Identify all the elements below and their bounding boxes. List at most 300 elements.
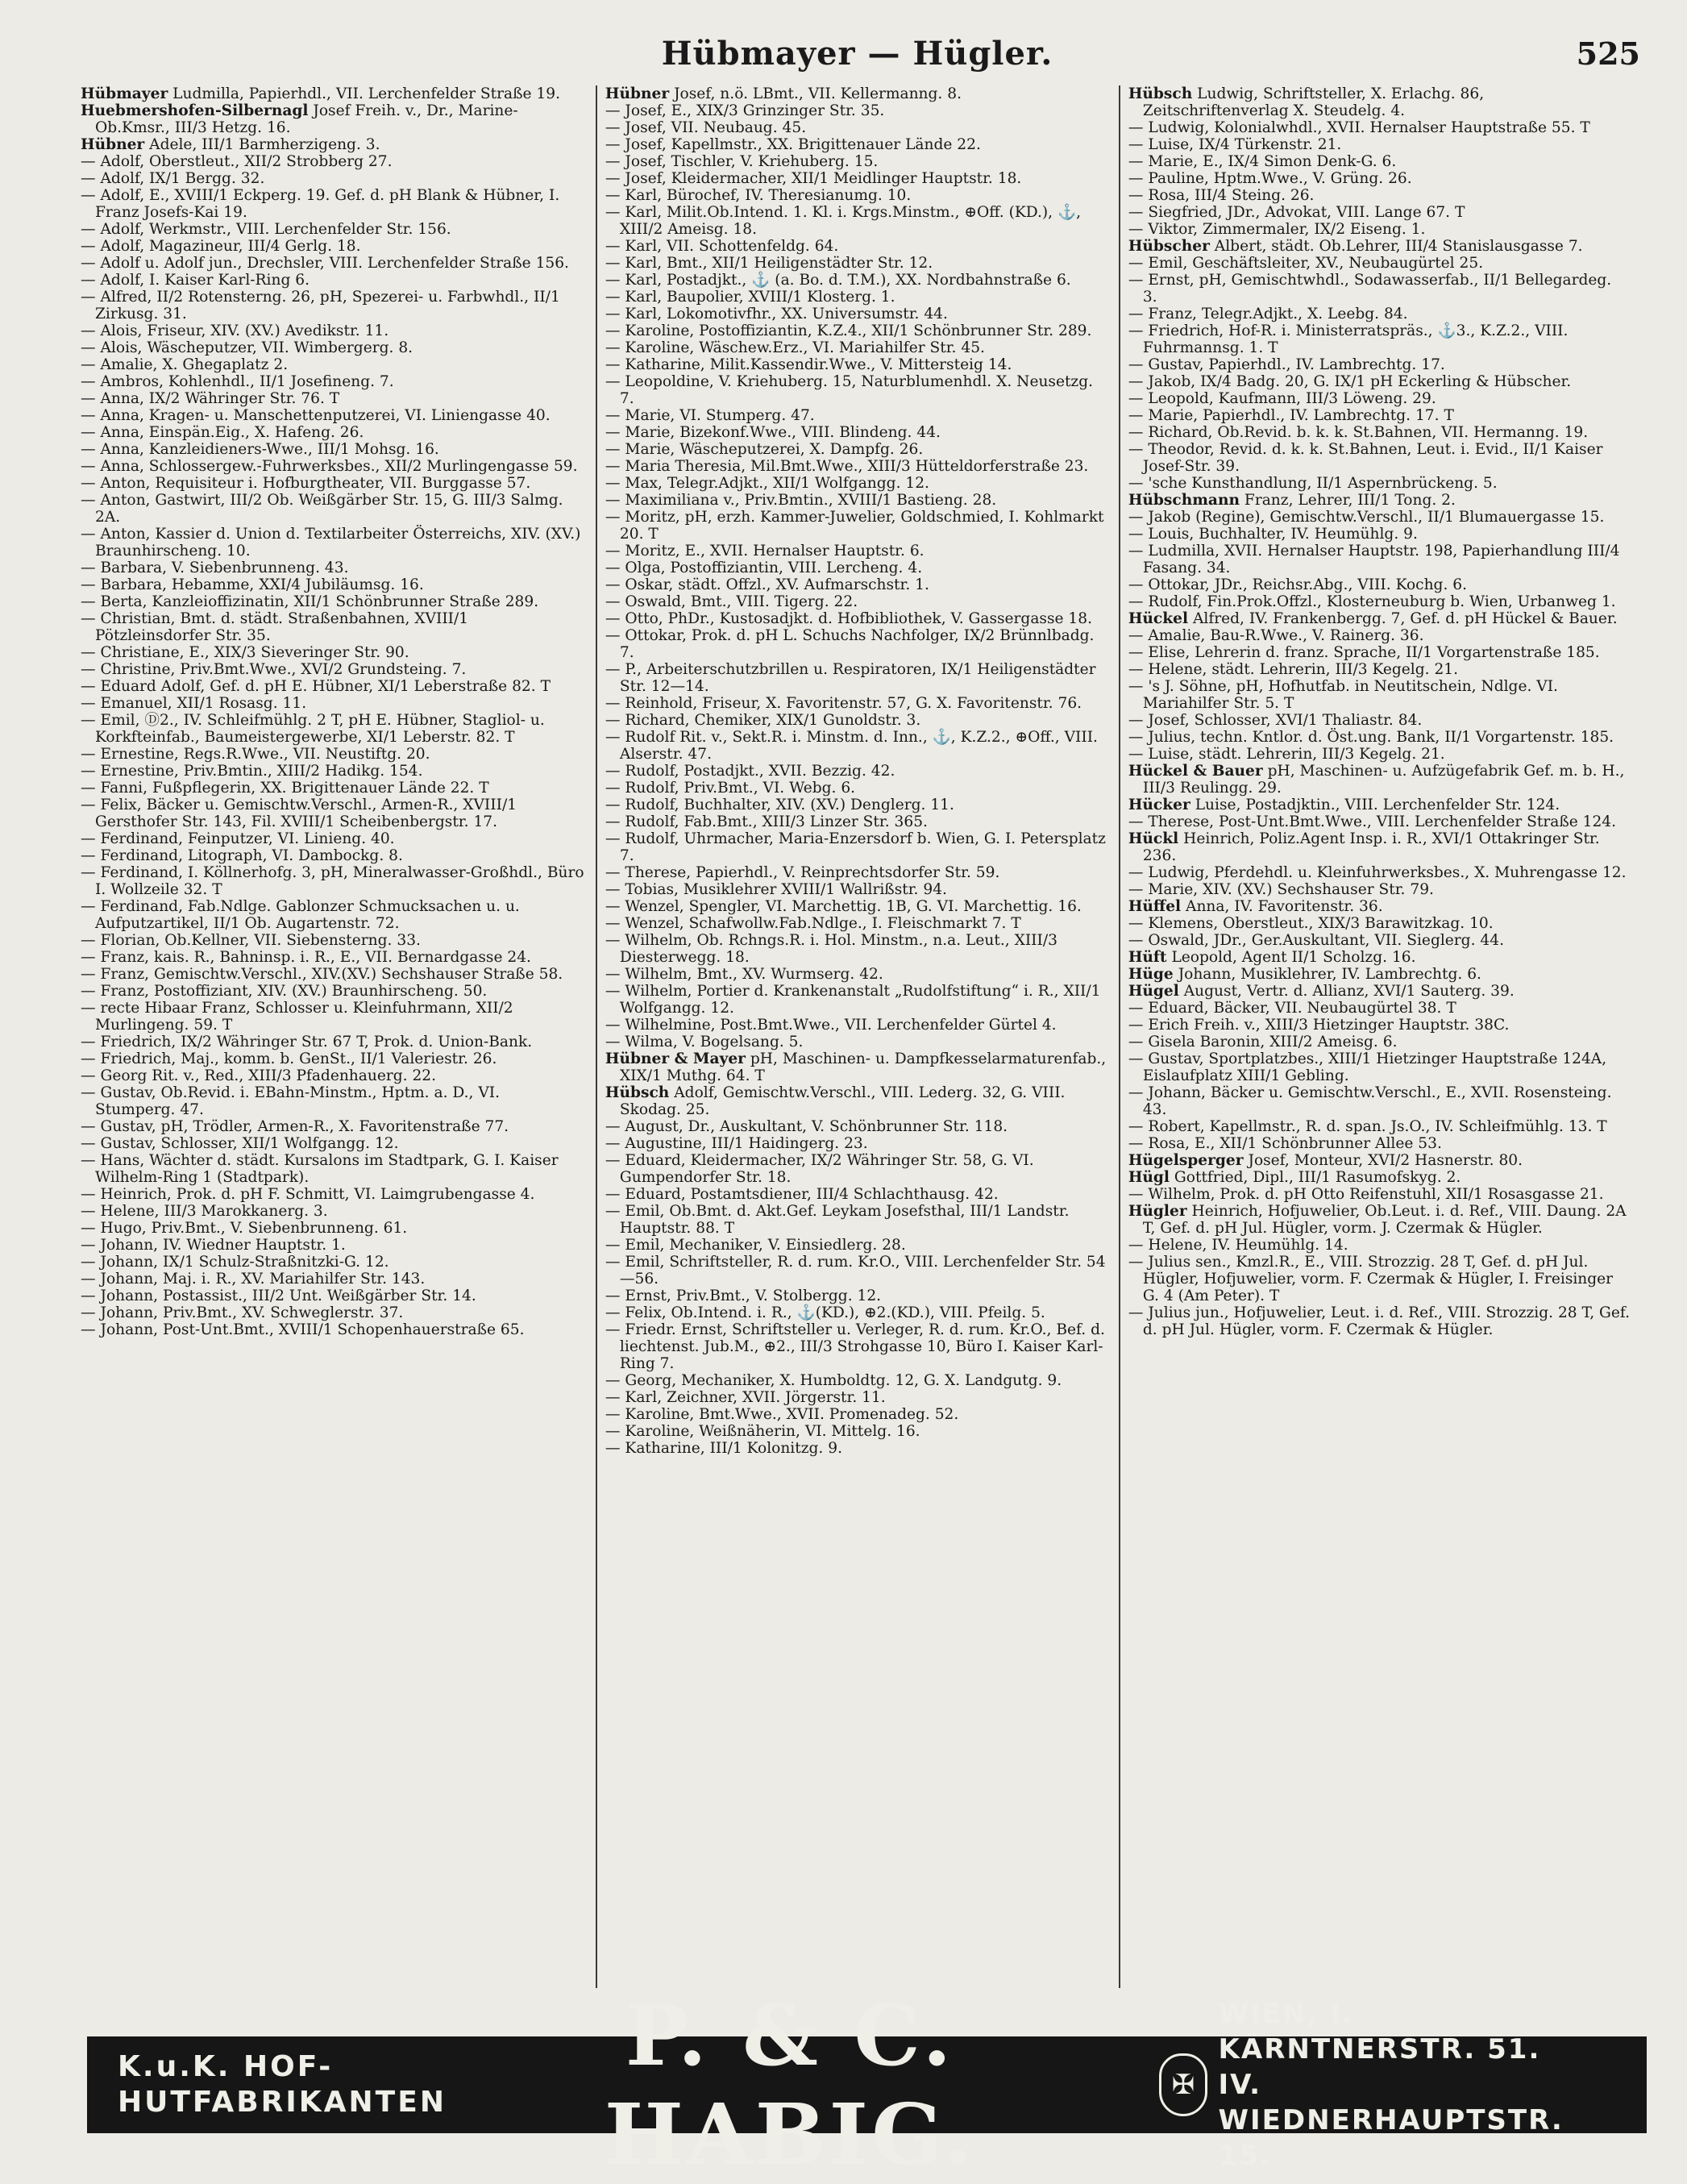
entry-text: — Rosa, E., XII/1 Schönbrunner Allee 53. — [1128, 1135, 1442, 1152]
directory-entry — [1128, 610, 1631, 627]
directory-entry — [1128, 712, 1631, 729]
directory-entry — [1128, 136, 1631, 153]
directory-entry — [81, 170, 584, 187]
directory-entry — [81, 593, 584, 610]
directory-entry — [1128, 373, 1631, 390]
ad-brand: P. & C. HABIG. — [604, 1986, 976, 2184]
directory-entry — [81, 1254, 584, 1271]
directory-entry — [1128, 204, 1631, 221]
entry-text: — Gustav, Papierhdl., IV. Lambrechtg. 17. — [1128, 356, 1445, 373]
directory-entry — [81, 1034, 584, 1050]
entry-text: — Josef, VII. Neubaug. 45. — [605, 119, 807, 136]
entry-text: — Gustav, pH, Trödler, Armen-R., X. Favoritenstraße 77. — [81, 1118, 509, 1135]
entry-text: — Rudolf Rit. v., Sekt.R. i. Minstm. d. Inn., ⚓, K.Z.2., ⊕Off., VIII. Alserstr. 47. — [605, 729, 1098, 763]
directory-entry — [605, 966, 1107, 983]
entry-text: Gottfried, Dipl., III/1 Rasumofskyg. 2. — [1174, 1169, 1461, 1186]
directory-entry — [1128, 729, 1631, 746]
directory-entry — [605, 339, 1107, 356]
entry-text: — Rudolf, Postadjkt., XVII. Bezzig. 42. — [605, 763, 895, 780]
entry-text: — Georg Rit. v., Red., XIII/3 Pfadenhauerg. 22. — [81, 1067, 437, 1084]
entry-text: — Julius jun., Hofjuwelier, Leut. i. d. Ref., VIII. Strozzig. 28 T, Gef. d. pH Jul. Hügler, vorm. F. Czermak & Hügler. — [1128, 1304, 1631, 1338]
entry-text: — Gustav, Sportplatzbes., XIII/1 Hietzinger Hauptstraße 124A, Eislaufplatz XIII/1 Gebling. — [1128, 1050, 1607, 1084]
directory-entry — [605, 560, 1107, 576]
entry-text: — Fanni, Fußpflegerin, XX. Brigittenauer Lände 22. T — [81, 780, 489, 797]
entry-text: — Marie, Papierhdl., IV. Lambrechtg. 17. T — [1128, 407, 1454, 424]
entry-surname: Hübner — [81, 136, 145, 153]
entry-text: pH, Maschinen- u. Dampfkesselarmaturenfab., XIX/1 Muthg. 64. T — [619, 1050, 1107, 1084]
directory-entry — [1128, 1118, 1631, 1135]
entry-text: Ludmilla, Papierhdl., VII. Lerchenfelder Straße 19. — [172, 85, 561, 102]
directory-entry — [605, 204, 1107, 238]
directory-entry — [605, 1084, 1107, 1118]
directory-entry — [1128, 593, 1631, 610]
column-left — [73, 85, 596, 1988]
entry-text: — Josef, Schlosser, XVI/1 Thaliastr. 84. — [1128, 712, 1423, 729]
entry-text: pH, Maschinen- u. Aufzügefabrik Gef. m. b. H., III/3 Reulingg. 29. — [1142, 763, 1625, 797]
entry-text: — Josef, Kapellmstr., XX. Brigittenauer Lände 22. — [605, 136, 981, 153]
entry-text: — Max, Telegr.Adjkt., XII/1 Wolfgangg. 12. — [605, 475, 929, 492]
directory-entry — [81, 712, 584, 746]
entry-text: — Theodor, Revid. d. k. k. St.Bahnen, Leut. i. Evid., II/1 Kaiser Josef-Str. 39. — [1128, 441, 1603, 475]
entry-text: — Wenzel, Spengler, VI. Marchettig. 1B, G. VI. Marchettig. 16. — [605, 898, 1082, 915]
directory-entry — [605, 492, 1107, 509]
entry-text: — Heinrich, Prok. d. pH F. Schmitt, VI. Laimgrubengasse 4. — [81, 1186, 535, 1203]
entry-text: Franz, Lehrer, III/1 Tong. 2. — [1244, 492, 1456, 509]
directory-entry — [81, 898, 584, 932]
entry-text: — Marie, XIV. (XV.) Sechshauser Str. 79. — [1128, 881, 1434, 898]
directory-entry — [81, 322, 584, 339]
column-middle — [596, 85, 1119, 1988]
entry-text: — Johann, IV. Wiedner Hauptstr. 1. — [81, 1237, 346, 1254]
directory-entry — [605, 712, 1107, 729]
directory-entry — [605, 881, 1107, 898]
directory-entry — [81, 1135, 584, 1152]
entry-text: Josef, n.ö. LBmt., VII. Kellermanng. 8. — [674, 85, 962, 102]
directory-entry — [81, 661, 584, 678]
directory-entry — [605, 1372, 1107, 1389]
directory-entry — [81, 1203, 584, 1220]
entry-text: — Rudolf, Buchhalter, XIV. (XV.) Denglerg. 11. — [605, 797, 954, 813]
entry-text: Heinrich, Poliz.Agent Insp. i. R., XVI/1 Ottakringer Str. 236. — [1142, 830, 1600, 864]
entry-surname: Hüge — [1128, 966, 1174, 983]
entry-text: — Johann, IX/1 Schulz-Straßnitzki-G. 12. — [81, 1254, 389, 1271]
directory-entry — [1128, 1237, 1631, 1254]
entry-text: — Ernestine, Regs.R.Wwe., VII. Neustiftg. 20. — [81, 746, 430, 763]
directory-entry — [1128, 424, 1631, 441]
entry-text: — Louis, Buchhalter, IV. Heumühlg. 9. — [1128, 526, 1418, 543]
entry-text: Leopold, Agent II/1 Scholzg. 16. — [1171, 949, 1416, 966]
entry-text: — 's J. Söhne, pH, Hofhutfab. in Neutitschein, Ndlge. VI. Mariahilfer Str. 5. T — [1128, 678, 1558, 712]
directory-entry — [605, 441, 1107, 458]
entry-text: — Richard, Ob.Revid. b. k. k. St.Bahnen, VII. Hermanng. 19. — [1128, 424, 1589, 441]
directory-entry — [1128, 898, 1631, 915]
directory-entry — [81, 1304, 584, 1321]
entry-text: — Johann, Maj. i. R., XV. Mariahilfer Str. 143. — [81, 1271, 426, 1288]
directory-entry — [1128, 1000, 1631, 1017]
directory-entry — [1128, 221, 1631, 238]
directory-entry — [81, 695, 584, 712]
directory-entry — [1128, 441, 1631, 475]
entry-text: — Maximiliana v., Priv.Bmtin., XVIII/1 Bastieng. 28. — [605, 492, 997, 509]
entry-text: — Eduard Adolf, Gef. d. pH E. Hübner, XI/1 Leberstraße 82. T — [81, 678, 551, 695]
directory-entry — [1128, 746, 1631, 763]
entry-surname: Hücker — [1128, 797, 1190, 813]
entry-text: — Rudolf, Uhrmacher, Maria-Enzersdorf b. Wien, G. I. Petersplatz 7. — [605, 830, 1106, 864]
entry-text: — Felix, Ob.Intend. i. R., ⚓(KD.), ⊕2.(KD.), VIII. Pfeilg. 5. — [605, 1304, 1045, 1321]
entry-text: — Augustine, III/1 Haidingerg. 23. — [605, 1135, 868, 1152]
entry-text: — Gustav, Ob.Revid. i. EBahn-Minstm., Hptm. a. D., VI. Stumperg. 47. — [81, 1084, 501, 1118]
directory-entry — [1128, 1304, 1631, 1338]
directory-entry — [605, 153, 1107, 170]
entry-text: — Rosa, III/4 Steing. 26. — [1128, 187, 1315, 204]
directory-entry — [81, 932, 584, 949]
entry-text: — Anton, Kassier d. Union d. Textilarbeiter Österreichs, XIV. (XV.) Braunhirscheng. 10. — [81, 526, 581, 560]
entry-text: — Anna, IX/2 Währinger Str. 76. T — [81, 390, 340, 407]
entry-text: — Eduard, Kleidermacher, IX/2 Währinger Str. 58, G. VI. Gumpendorfer Str. 18. — [605, 1152, 1034, 1186]
entry-text: — Adolf, E., XVIII/1 Eckperg. 19. Gef. d. pH Blank & Hübner, I. Franz Josefs-Kai 19. — [81, 187, 560, 221]
entry-text: — Maria Theresia, Mil.Bmt.Wwe., XIII/3 Hütteldorferstraße 23. — [605, 458, 1089, 475]
directory-entry — [605, 1389, 1107, 1406]
entry-text: Luise, Postadjktin., VIII. Lerchenfelder Str. 124. — [1195, 797, 1560, 813]
directory-entry — [81, 407, 584, 424]
directory-entry — [81, 356, 584, 373]
entry-text: — Karoline, Postoffiziantin, K.Z.4., XII/1 Schönbrunner Str. 289. — [605, 322, 1092, 339]
entry-text: — Hugo, Priv.Bmt., V. Siebenbrunneng. 61. — [81, 1220, 408, 1237]
entry-text: — Franz, kais. R., Bahninsp. i. R., E., VII. Bernardgasse 24. — [81, 949, 531, 966]
entry-text: — Ernst, Priv.Bmt., V. Stolbergg. 12. — [605, 1288, 882, 1304]
directory-entry — [1128, 543, 1631, 576]
directory-entry — [1128, 1084, 1631, 1118]
directory-entry — [81, 644, 584, 661]
directory-entry — [81, 238, 584, 255]
entry-text: — Barbara, V. Siebenbrunneng. 43. — [81, 560, 349, 576]
entry-text: — Adolf, IX/1 Bergg. 32. — [81, 170, 265, 187]
entry-surname: Hüffel — [1128, 898, 1182, 915]
entry-text: — Richard, Chemiker, XIX/1 Gunoldstr. 3. — [605, 712, 921, 729]
directory-entry — [81, 864, 584, 898]
directory-entry — [1128, 661, 1631, 678]
entry-text: Anna, IV. Favoritenstr. 36. — [1186, 898, 1383, 915]
directory-entry — [81, 1271, 584, 1288]
directory-entry — [81, 221, 584, 238]
entry-text: — Wilhelm, Ob. Rchngs.R. i. Hol. Minstm., n.a. Leut., XIII/3 Diesterwegg. 18. — [605, 932, 1057, 966]
entry-text: — Adolf, Magazineur, III/4 Gerlg. 18. — [81, 238, 361, 255]
entry-text: — Jakob, IX/4 Badg. 20, G. IX/1 pH Eckerling & Hübscher. — [1128, 373, 1572, 390]
page-number: 525 — [1576, 35, 1640, 72]
entry-text: — Reinhold, Friseur, X. Favoritenstr. 57, G. X. Favoritenstr. 76. — [605, 695, 1082, 712]
directory-entry — [1128, 1135, 1631, 1152]
entry-surname: Hübner — [605, 85, 670, 102]
entry-text: — Julius sen., Kmzl.R., E., VIII. Strozzig. 28 T, Gef. d. pH Jul. Hügler, Hofjuwelier, vorm. F. Czermak & Hügler, I. Freisinger G. 4 (Am Peter). T — [1128, 1254, 1614, 1304]
entry-text: — Ludmilla, XVII. Hernalser Hauptstr. 198, Papierhandlung III/4 Fasang. 34. — [1128, 543, 1620, 576]
entry-text: — Josef, Kleidermacher, XII/1 Meidlinger Hauptstr. 18. — [605, 170, 1022, 187]
entry-text: — Alois, Friseur, XIV. (XV.) Avedikstr. 11. — [81, 322, 389, 339]
entry-text: — Emil, Geschäftsleiter, XV., Neubaugürtel 25. — [1128, 255, 1484, 272]
entry-text: — Karoline, Bmt.Wwe., XVII. Promenadeg. 52. — [605, 1406, 959, 1423]
habig-advertisement — [87, 1986, 1647, 2184]
entry-text: — Anna, Kanzleidieners-Wwe., III/1 Mohsg. 16. — [81, 441, 439, 458]
entry-text: — Marie, E., IX/4 Simon Denk-G. 6. — [1128, 153, 1397, 170]
directory-entry — [605, 1254, 1107, 1288]
entry-text: Josef, Monteur, XVI/2 Hasnerstr. 80. — [1248, 1152, 1523, 1169]
entry-text: — Amalie, X. Ghegaplatz 2. — [81, 356, 289, 373]
entry-text: — Wenzel, Schafwollw.Fab.Ndlge., I. Fleischmarkt 7. T — [605, 915, 1021, 932]
entry-text: — Moritz, pH, erzh. Kammer-Juwelier, Goldschmied, I. Kohlmarkt 20. T — [605, 509, 1104, 543]
entry-text: — Julius, techn. Kntlor. d. Öst.ung. Bank, II/1 Vorgartenstr. 185. — [1128, 729, 1614, 746]
directory-entry — [605, 1203, 1107, 1237]
directory-entry — [81, 847, 584, 864]
directory-entry — [605, 593, 1107, 610]
entry-text: — Helene, IV. Heumühlg. 14. — [1128, 1237, 1348, 1254]
entry-text: — Adolf, Werkmstr., VIII. Lerchenfelder Str. 156. — [81, 221, 451, 238]
directory-entry — [605, 102, 1107, 119]
entry-text: — Karl, Bmt., XII/1 Heiligenstädter Str. 12. — [605, 255, 933, 272]
directory-entry — [605, 356, 1107, 373]
directory-entry — [1128, 526, 1631, 543]
entry-text: — 'sche Kunsthandlung, II/1 Aspernbrückeng. 5. — [1128, 475, 1498, 492]
ad-right-line1: WIEN, I. KÄRNTNERSTR. 51. — [1218, 1998, 1541, 2065]
directory-entry — [1128, 272, 1631, 306]
entry-text: — Tobias, Musiklehrer XVIII/1 Wallrißstr. 94. — [605, 881, 947, 898]
entry-surname: Hückl — [1128, 830, 1179, 847]
directory-entry — [1128, 390, 1631, 407]
directory-entry — [81, 610, 584, 644]
directory-entry — [605, 780, 1107, 797]
entry-text: Adele, III/1 Barmherzigeng. 3. — [149, 136, 380, 153]
entry-text: — Karl, VII. Schottenfeldg. 64. — [605, 238, 839, 255]
directory-entry — [81, 255, 584, 272]
directory-entry — [1128, 356, 1631, 373]
entry-text: — Karl, Lokomotivfhr., XX. Universumstr. 44. — [605, 306, 948, 322]
entry-text: — Franz, Telegr.Adjkt., X. Leebg. 84. — [1128, 306, 1408, 322]
entry-surname: Hückel & Bauer — [1128, 763, 1263, 780]
entry-text: — Hans, Wächter d. städt. Kursalons im Stadtpark, G. I. Kaiser Wilhelm-Ring 1 (Stadtpark). — [81, 1152, 559, 1186]
entry-text: — Eduard, Postamtsdiener, III/4 Schlachthausg. 42. — [605, 1186, 999, 1203]
directory-entry — [605, 85, 1107, 102]
directory-entry — [81, 746, 584, 763]
directory-entry — [1128, 1254, 1631, 1304]
directory-entry — [1128, 881, 1631, 898]
entry-text: — Johann, Post-Unt.Bmt., XVIII/1 Schopenhauerstraße 65. — [81, 1321, 525, 1338]
entry-text: — Therese, Papierhdl., V. Reinprechtsdorfer Str. 59. — [605, 864, 1000, 881]
entry-text: — Josef, E., XIX/3 Grinzinger Str. 35. — [605, 102, 885, 119]
entry-text: — Wilma, V. Bogelsang. 5. — [605, 1034, 804, 1050]
directory-entry — [605, 458, 1107, 475]
entry-surname: Hückel — [1128, 610, 1189, 627]
entry-surname: Hügel — [1128, 983, 1179, 1000]
entry-text: — Karoline, Weißnäherin, VI. Mittelg. 16. — [605, 1423, 920, 1440]
directory-entry — [81, 492, 584, 526]
directory-entry — [81, 1000, 584, 1034]
directory-entry — [605, 1440, 1107, 1457]
directory-entry — [81, 1067, 584, 1084]
entry-text: Albert, städt. Ob.Lehrer, III/4 Stanislausgasse 7. — [1214, 238, 1583, 255]
entry-text: — Helene, städt. Lehrerin, III/3 Kegelg. 21. — [1128, 661, 1459, 678]
entry-text: — Ferdinand, Feinputzer, VI. Linieng. 40. — [81, 830, 395, 847]
entry-text: Ludwig, Schriftsteller, X. Erlachg. 86, Zeitschriftenverlag X. Steudelg. 4. — [1142, 85, 1485, 119]
directory-entry — [81, 1237, 584, 1254]
entry-text: — Ludwig, Kolonialwhdl., XVII. Hernalser Hauptstraße 55. T — [1128, 119, 1590, 136]
directory-entry — [81, 1118, 584, 1135]
entry-text: — Felix, Bäcker u. Gemischtw.Verschl., Armen-R., XVIII/1 Gersthofer Str. 143, Fil. XVIII/1 Scheibenbergstr. 17. — [81, 797, 517, 830]
entry-text: — Ernst, pH, Gemischtwhdl., Sodawasserfab., II/1 Bellegardeg. 3. — [1128, 272, 1612, 306]
entry-text: — Karl, Postadjkt., ⚓ (a. Bo. d. T.M.), XX. Nordbahnstraße 6. — [605, 272, 1071, 289]
entry-text: — Johann, Postassist., III/2 Unt. Weißgärber Str. 14. — [81, 1288, 476, 1304]
directory-entry — [1128, 306, 1631, 322]
entry-text: — Adolf, Oberstleut., XII/2 Strobberg 27. — [81, 153, 393, 170]
directory-entry — [605, 763, 1107, 780]
directory-entry — [81, 102, 584, 136]
directory-entry — [1128, 678, 1631, 712]
directory-entry — [605, 543, 1107, 560]
directory-entry — [81, 763, 584, 780]
entry-text: — Siegfried, JDr., Advokat, VIII. Lange 67. T — [1128, 204, 1465, 221]
directory-entry — [1128, 763, 1631, 797]
entry-text: — Alois, Wäscheputzer, VII. Wimbergerg. 8. — [81, 339, 413, 356]
directory-entry — [605, 1017, 1107, 1034]
entry-text: — Otto, PhDr., Kustosadjkt. d. Hofbibliothek, V. Gassergasse 18. — [605, 610, 1092, 627]
page-header — [73, 32, 1642, 76]
directory-entry — [605, 695, 1107, 712]
entry-text: — Katharine, Milit.Kassendir.Wwe., V. Mittersteig 14. — [605, 356, 1012, 373]
entry-text: — Karl, Bürochef, IV. Theresianumg. 10. — [605, 187, 912, 204]
entry-text: — Anna, Schlossergew.-Fuhrwerksbes., XII/2 Murlingengasse 59. — [81, 458, 578, 475]
entry-surname: Huebmershofen-Silbernagl — [81, 102, 309, 119]
entry-text: — Florian, Ob.Kellner, VII. Siebensterng. 33. — [81, 932, 421, 949]
directory-entry — [605, 187, 1107, 204]
directory-entry — [81, 797, 584, 830]
entry-text: — Anna, Einspän.Eig., X. Hafeng. 26. — [81, 424, 364, 441]
directory-entry — [605, 136, 1107, 153]
ad-left-text — [118, 2049, 447, 2120]
directory-entry — [81, 390, 584, 407]
directory-entry — [605, 932, 1107, 966]
entry-text: — Emil, Ob.Bmt. d. Akt.Gef. Leykam Josefsthal, III/1 Landstr. Hauptstr. 88. T — [605, 1203, 1070, 1237]
directory-entry — [81, 1050, 584, 1067]
directory-entry — [605, 898, 1107, 915]
directory-entry — [605, 610, 1107, 627]
directory-entry — [1128, 797, 1631, 813]
entry-text: — Robert, Kapellmstr., R. d. span. Js.O., IV. Schleifmühlg. 13. T — [1128, 1118, 1607, 1135]
directory-entry — [1128, 813, 1631, 830]
entry-text: — Ottokar, JDr., Reichsr.Abg., VIII. Kochg. 6. — [1128, 576, 1468, 593]
entry-text: — Oswald, JDr., Ger.Auskultant, VII. Sieglerg. 44. — [1128, 932, 1504, 949]
entry-text: — Johann, Bäcker u. Gemischtw.Verschl., E., XVII. Rosensteing. 43. — [1128, 1084, 1612, 1118]
entry-text: — Emil, Ⓓ2., IV. Schleifmühlg. 2 T, pH E. Hübner, Stagliol- u. Korkfteinfab., Baumeistergewerbe, XI/1 Leberstr. 82. T — [81, 712, 545, 746]
entry-text: — Christiane, E., XIX/3 Sieveringer Str. 90. — [81, 644, 409, 661]
directory-entry — [1128, 830, 1631, 864]
entry-text: — Leopold, Kaufmann, III/3 Löweng. 29. — [1128, 390, 1436, 407]
entry-text: — Emil, Mechaniker, V. Einsiedlerg. 28. — [605, 1237, 906, 1254]
directory-entry — [605, 407, 1107, 424]
entry-text: — Karl, Baupolier, XVIII/1 Klosterg. 1. — [605, 289, 895, 306]
directory-entry — [81, 85, 584, 102]
directory-entry — [1128, 322, 1631, 356]
directory-entry — [605, 1406, 1107, 1423]
directory-entry — [605, 1237, 1107, 1254]
entry-surname: Hübner & Mayer — [605, 1050, 746, 1067]
directory-entry — [81, 424, 584, 441]
entry-text: — Gustav, Schlosser, XII/1 Wolfgangg. 12. — [81, 1135, 399, 1152]
ad-right-text — [1219, 1996, 1616, 2174]
entry-text: — Ludwig, Pferdehdl. u. Kleinfuhrwerksbes., X. Muhrengasse 12. — [1128, 864, 1627, 881]
entry-text: — Ferdinand, Fab.Ndlge. Gablonzer Schmucksachen u. u. Aufputzartikel, II/1 Ob. Augartenstr. 72. — [81, 898, 520, 932]
entry-text: — Adolf, I. Kaiser Karl-Ring 6. — [81, 272, 310, 289]
directory-entry — [605, 119, 1107, 136]
entry-surname: Hübmayer — [81, 85, 168, 102]
entry-text: — Oskar, städt. Offzl., XV. Aufmarschstr. 1. — [605, 576, 929, 593]
directory-entry — [605, 1034, 1107, 1050]
directory-entry — [81, 1084, 584, 1118]
directory-entry — [1128, 1186, 1631, 1203]
entry-text: — Franz, Postoffiziant, XIV. (XV.) Braunhirscheng. 50. — [81, 983, 488, 1000]
entry-text: — Karoline, Wäschew.Erz., VI. Mariahilfer Str. 45. — [605, 339, 985, 356]
directory-entry — [1128, 85, 1631, 119]
entry-text: — Jakob (Regine), Gemischtw.Verschl., II/1 Blumauergasse 15. — [1128, 509, 1605, 526]
directory-entry — [1128, 949, 1631, 966]
directory-entry — [605, 306, 1107, 322]
entry-text: — Luise, städt. Lehrerin, III/3 Kegelg. 21. — [1128, 746, 1445, 763]
entry-text: — Pauline, Hptm.Wwe., V. Grüng. 26. — [1128, 170, 1412, 187]
directory-entry — [605, 915, 1107, 932]
directory-entry — [81, 187, 584, 221]
ad-right-line2: IV. WIEDNERHAUPTSTR. 15. — [1218, 2069, 1564, 2172]
directory-entry — [605, 1050, 1107, 1084]
entry-text: — Anton, Requisiteur i. Hofburgtheater, VII. Burggasse 57. — [81, 475, 531, 492]
directory-entry — [605, 272, 1107, 289]
directory-entry — [605, 813, 1107, 830]
entry-text: — Ferdinand, Litograph, VI. Dambockg. 8. — [81, 847, 403, 864]
directory-entry — [1128, 966, 1631, 983]
directory-entry — [81, 526, 584, 560]
directory-entry — [605, 509, 1107, 543]
entry-text: — Christine, Priv.Bmt.Wwe., XVI/2 Grundsteing. 7. — [81, 661, 467, 678]
directory-entry — [605, 255, 1107, 272]
directory-entry — [605, 1423, 1107, 1440]
directory-entry — [1128, 1203, 1631, 1237]
ad-left-line2: HUTFABRIKANTEN — [118, 2086, 447, 2119]
entry-text: — Ambros, Kohlenhdl., II/1 Josefineng. 7. — [81, 373, 394, 390]
entry-text: — Berta, Kanzleioffizinatin, XII/1 Schönbrunner Straße 289. — [81, 593, 539, 610]
directory-entry — [81, 458, 584, 475]
directory-entry — [81, 949, 584, 966]
directory-entry — [81, 576, 584, 593]
entry-text: — Wilhelm, Bmt., XV. Wurmserg. 42. — [605, 966, 883, 983]
entry-text: — Wilhelm, Portier d. Krankenanstalt „Rudolfstiftung“ i. R., XII/1 Wolfgangg. 12. — [605, 983, 1101, 1017]
entry-text: — Rudolf, Fin.Prok.Offzl., Klosterneuburg b. Wien, Urbanweg 1. — [1128, 593, 1616, 610]
directory-entry — [1128, 238, 1631, 255]
directory-entry — [1128, 983, 1631, 1000]
entry-text: — Therese, Post-Unt.Bmt.Wwe., VIII. Lerchenfelder Straße 124. — [1128, 813, 1617, 830]
entry-text: — Klemens, Oberstleut., XIX/3 Barawitzkag. 10. — [1128, 915, 1494, 932]
entry-text: — Barbara, Hebamme, XXI/4 Jubiläumsg. 16. — [81, 576, 424, 593]
entry-text: — Wilhelmine, Post.Bmt.Wwe., VII. Lerchenfelder Gürtel 4. — [605, 1017, 1057, 1034]
directory-entry — [81, 272, 584, 289]
directory-entry — [1128, 509, 1631, 526]
directory-entry — [81, 1220, 584, 1237]
directory-entry — [81, 678, 584, 695]
directory-entry — [81, 830, 584, 847]
directory-entry — [605, 1288, 1107, 1304]
directory-entry — [81, 560, 584, 576]
entry-text: — recte Hibaar Franz, Schlosser u. Kleinfuhrmann, XII/2 Murlingeng. 59. T — [81, 1000, 513, 1034]
entry-text: — Friedr. Ernst, Schriftsteller u. Verleger, R. d. rum. Kr.O., Bef. d. liechtenst. Jub.M., ⊕2., III/3 Strohgasse 10, Büro I. Kaiser Karl-Ring 7. — [605, 1321, 1105, 1372]
directory-entry — [81, 1288, 584, 1304]
entry-text: — Georg, Mechaniker, X. Humboldtg. 12, G. X. Landgutg. 9. — [605, 1372, 1062, 1389]
entry-text: — Friedrich, Hof-R. i. Ministerratspräs., ⚓3., K.Z.2., VIII. Fuhrmannsg. 1. T — [1128, 322, 1569, 356]
entry-text: — Amalie, Bau-R.Wwe., V. Rainerg. 36. — [1128, 627, 1424, 644]
directory-entry — [1128, 1169, 1631, 1186]
